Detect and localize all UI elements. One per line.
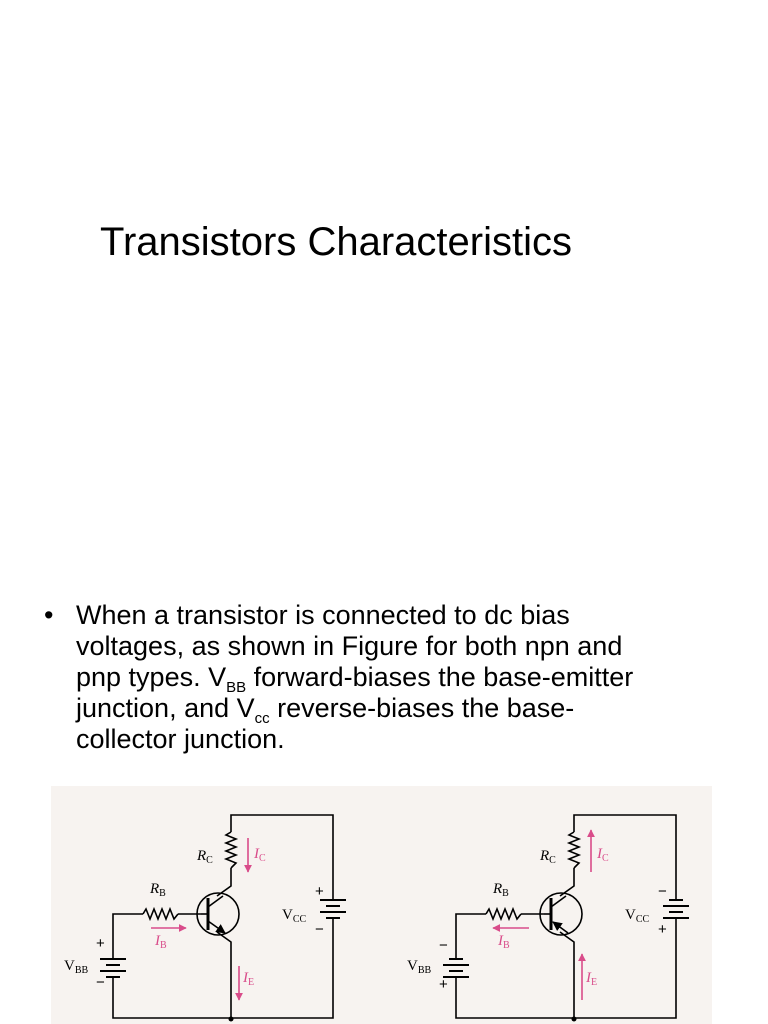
- vbb-subscript: BB: [226, 679, 247, 696]
- npn-vbb-top-sign: +: [96, 935, 105, 952]
- npn-vbb-label: $V_{BB}$: [64, 958, 89, 976]
- npn-rb-label: $R_B$: [150, 881, 166, 899]
- pnp-vbb-label: $V_{BB}$: [407, 958, 432, 976]
- pnp-vcc-battery: [663, 900, 689, 918]
- bullet-text-segment: reverse-biases the base-: [269, 693, 575, 723]
- bullet-text-segment: junction, and V: [76, 693, 255, 723]
- bias-circuit-figure: [51, 786, 712, 1024]
- rb-resistor-zigzag: [486, 909, 521, 919]
- pnp-ground-node: [572, 1017, 577, 1022]
- pnp-vbb-battery: [443, 959, 469, 977]
- pnp-vcc-bottom-sign: +: [658, 921, 667, 938]
- pnp-circuit: [407, 815, 689, 1022]
- bullet-line: voltages, as shown in Figure for both npn and: [76, 631, 623, 661]
- bullet-line: [76, 662, 726, 696]
- npn-vcc-battery: [320, 900, 346, 918]
- pnp-vcc-top-sign: −: [658, 883, 667, 900]
- pnp-ib-label: $I_B$: [498, 933, 510, 951]
- pnp-rc-label: $R_C$: [540, 848, 556, 866]
- pnp-collector-lead: [551, 896, 566, 907]
- pnp-vcc-label: $V_{CC}$: [625, 907, 650, 925]
- vcc-subscript: cc: [254, 710, 270, 727]
- bullet-line: collector junction.: [76, 724, 285, 754]
- npn-ic-label: $I_C$: [254, 846, 266, 864]
- npn-vbb-bottom-sign: −: [96, 974, 105, 991]
- slide-title: Transistors Characteristics: [100, 220, 572, 264]
- pnp-ic-label: $I_C$: [597, 846, 609, 864]
- pnp-vbb-top-sign: −: [439, 937, 448, 954]
- bullet-text: [76, 600, 726, 755]
- npn-ie-label: $I_E$: [243, 970, 255, 988]
- pnp-vbb-bottom-sign: +: [439, 976, 448, 993]
- rc-resistor-zigzag: [569, 832, 579, 868]
- npn-ib-label: $I_B$: [155, 933, 167, 951]
- pnp-ie-label: $I_E$: [586, 970, 598, 988]
- npn-emitter-arrow: [208, 921, 225, 933]
- pnp-rb-label: $R_B$: [493, 881, 509, 899]
- npn-ground-node: [229, 1017, 234, 1022]
- npn-vcc-top-sign: +: [315, 883, 324, 900]
- npn-vcc-bottom-sign: −: [315, 921, 324, 938]
- pnp-emitter-arrow: [553, 922, 568, 933]
- bullet-text-segment: forward-biases the base-emitter: [246, 662, 634, 692]
- bullet-line: [76, 693, 726, 727]
- npn-vcc-label: $V_{CC}$: [282, 907, 307, 925]
- rb-resistor-zigzag: [143, 909, 178, 919]
- npn-rc-label: $R_C$: [197, 848, 213, 866]
- bullet-text-segment: pnp types. V: [76, 662, 227, 692]
- npn-collector-lead: [208, 896, 223, 907]
- npn-circuit: [64, 815, 346, 1022]
- rc-resistor-zigzag: [226, 832, 236, 868]
- bullet-dot-icon: •: [44, 600, 54, 630]
- bullet-line: When a transistor is connected to dc bias: [76, 600, 570, 630]
